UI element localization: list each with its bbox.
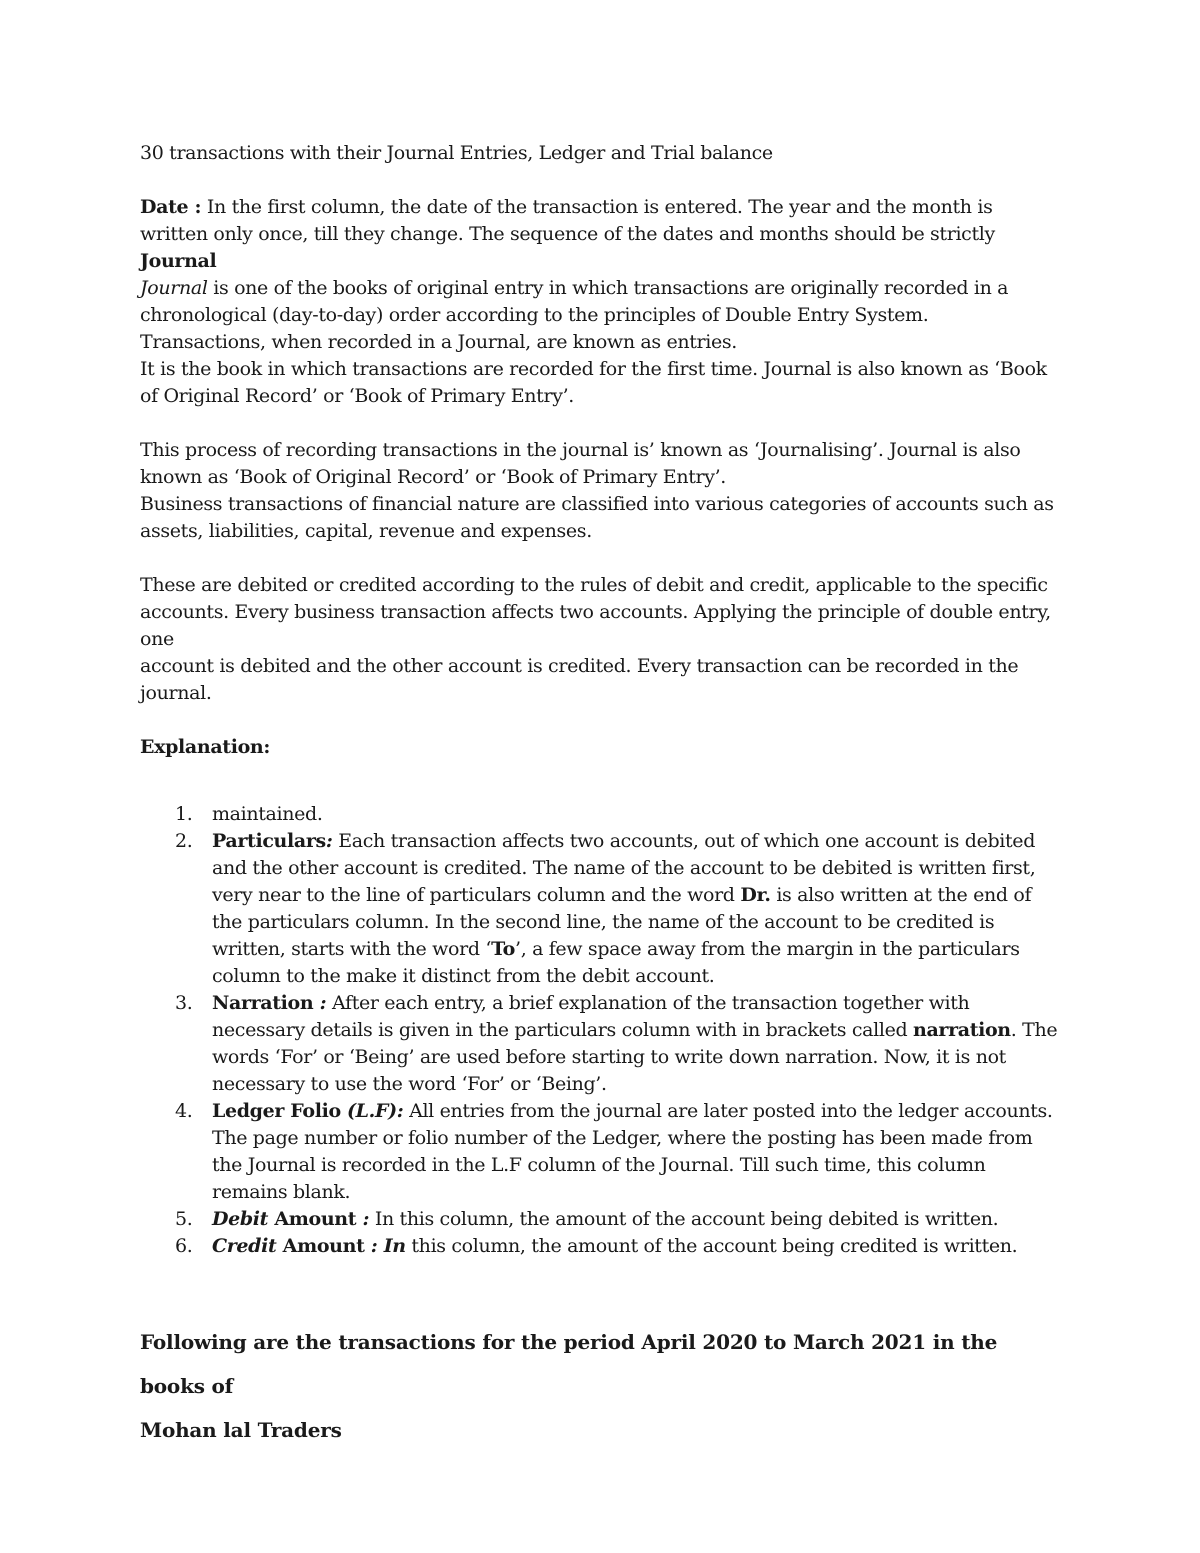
journal-heading: Journal [140,250,217,272]
document-body [140,140,1065,1452]
journal-text: is one of the books of original entry in which transactions are originally recorded in a chronological (day-to-day) order according to the principles of Double Entry System. [140,277,1009,326]
particulars-text-b: is also written at the end of the particulars column. In the second line, the name of the account to be credited is written, starts with the word ‘ [212,884,1032,960]
list-item-number: 3. [175,992,193,1014]
journal-line-first-time: It is the book in which transactions are recorded for the first time. Journal is also known as ‘Book of Original Record’ or ‘Book of Primary Entry’. [140,358,1047,407]
business-paragraph: Business transactions of financial nature are classified into various categories of accounts such as assets, liabilities, capital, revenue and expenses. [140,493,1054,542]
list-item-number: 4. [175,1100,193,1122]
journal-italic-word: Journal [140,277,208,299]
list-item [140,1206,1065,1233]
to-word: To [491,938,515,960]
list-item-number: 6. [175,1235,193,1257]
debit-credit-paragraph: These are debited or credited according to the rules of debit and credit, applicable to the specific accounts. Every business transaction affects two accounts. Applying the principle of double entry, one [140,574,1051,650]
list-item-number: 1. [175,803,193,825]
list-item [140,990,1065,1098]
list-item [140,801,1065,828]
ledger-folio-lf: (L.F): [340,1100,404,1122]
list-item [140,1098,1065,1206]
narration-colon: : [313,992,327,1014]
particulars-text-a: Each transaction affects two accounts, out of which one account is debited and the other account is credited. The name of the account to be debited is written first, very near to the line of particulars column and the word [212,830,1036,906]
date-label: Date : [140,196,202,218]
list-item-number: 5. [175,1208,193,1230]
journal-paragraph [140,275,1065,329]
debit-amount-label: Amount [268,1208,357,1230]
narration-label: Narration [212,992,314,1014]
particulars-label: Particulars [212,830,326,852]
document-title: 30 transactions with their Journal Entries, Ledger and Trial balance [140,142,773,164]
dr-word: Dr. [740,884,771,906]
narration-bold-word: narration [912,1019,1011,1041]
journal-line-entries: Transactions, when recorded in a Journal, are known as entries. [140,331,737,353]
credit-colon: : In [364,1235,406,1257]
date-paragraph [140,194,1065,248]
credit-label-italic: Credit [212,1235,277,1257]
ledger-folio-text: All entries from the journal are later posted into the ledger accounts. The page number or folio number of the Ledger, where the posting has been made from the Journal is recorded in the L.F column of the Journal. Till such time, this column remains blank. [212,1100,1053,1203]
particulars-text-c: ’, a few space away from the margin in the particulars column to the make it distinct from the debit account. [212,938,1020,987]
transactions-heading: Following are the transactions for the period April 2020 to March 2021 in the books of [140,1330,998,1398]
explanation-list [140,801,1065,1260]
list-item [140,828,1065,990]
list-item-text: maintained. [212,803,323,825]
business-name-heading: Mohan lal Traders [140,1418,342,1442]
debit-colon: : [356,1208,370,1230]
debit-text: In this column, the amount of the account being debited is written. [369,1208,999,1230]
process-paragraph: This process of recording transactions in the journal is’ known as ‘Journalising’. Journal is also known as ‘Book of Original Record’ or ‘Book of Primary Entry’. [140,439,1021,488]
list-item-number: 2. [175,830,193,852]
explanation-heading: Explanation: [140,736,271,758]
list-item [140,1233,1065,1260]
particulars-colon: : [325,830,333,852]
date-text: In the first column, the date of the transaction is entered. The year and the month is written only once, till they change. The sequence of the dates and months should be strictly [140,196,995,245]
credit-text: this column, the amount of the account being credited is written. [405,1235,1018,1257]
debit-credit-paragraph-cont: account is debited and the other account is credited. Every transaction can be recorded in the journal. [140,655,1019,704]
ledger-folio-label: Ledger Folio [212,1100,341,1122]
narration-text-b: . The words ‘For’ or ‘Being’ are used before starting to write down narration. Now, it is not necessary to use the word ‘For’ or ‘Being’. [212,1019,1058,1095]
debit-label-italic: Debit [212,1208,269,1230]
credit-amount-label: Amount [276,1235,365,1257]
narration-text-a: After each entry, a brief explanation of the transaction together with necessary details is given in the particulars column with in brackets called [212,992,970,1041]
